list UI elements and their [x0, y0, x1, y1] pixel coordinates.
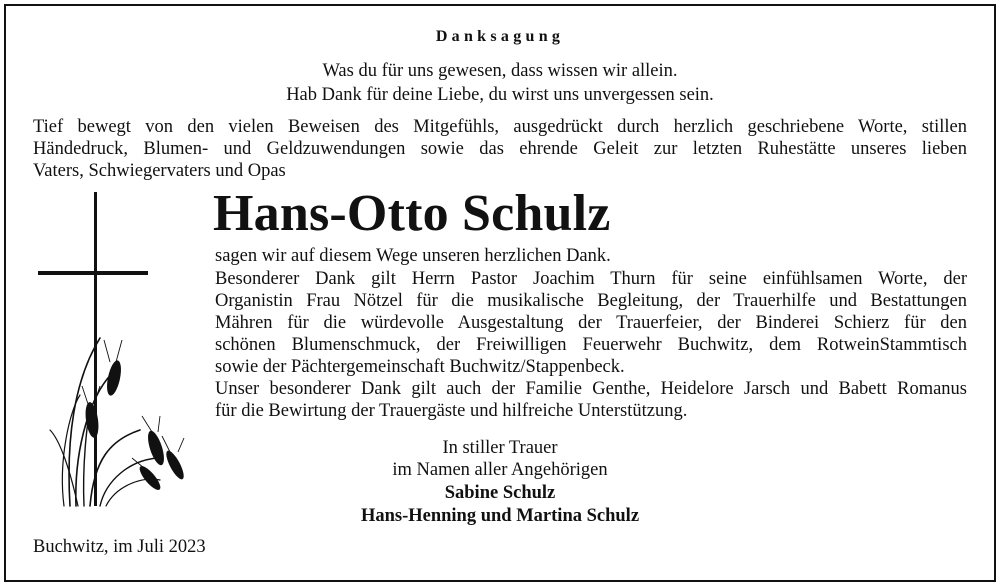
- place-date: Buchwitz, im Juli 2023: [33, 537, 206, 557]
- signature-name-2: Hans-Henning und Martina Schulz: [360, 506, 640, 526]
- body-line-8: für die Bewirtung der Trauergäste und hilfreiche Unterstützung.: [215, 401, 688, 421]
- poem-line-2: Hab Dank für deine Liebe, du wirst uns unvergessen sein.: [286, 85, 714, 105]
- body-line-4: Mähren für die würdevolle Ausgestaltung der Trauerfeier, der Binderei Schierz für den: [215, 313, 967, 333]
- signature-line-2: im Namen aller Angehörigen: [392, 460, 608, 480]
- body-line-6: sowie der Pächtergemeinschaft Buchwitz/Stappenbeck.: [215, 357, 625, 377]
- body-line-2: Besonderer Dank gilt Herrn Pastor Joachim Thurn für seine einfühlsamen Worte, der: [215, 269, 967, 289]
- notice-heading: Danksagung: [435, 28, 565, 45]
- body-line-1: sagen wir auf diesem Wege unseren herzlichen Dank.: [215, 246, 611, 266]
- intro-line-1: Tief bewegt von den vielen Beweisen des Mitgefühls, ausgedrückt durch herzlich geschriebene Worte, stillen: [33, 117, 967, 137]
- cross-with-grain-icon: [30, 190, 200, 510]
- intro-line-3: Vaters, Schwiegervaters und Opas: [33, 161, 286, 181]
- body-line-5: schönen Blumenschmuck, der Freiwilligen Feuerwehr Buchwitz, dem RotweinStammtisch: [215, 335, 967, 355]
- body-line-3: Organistin Frau Nötzel für die musikalische Begleitung, der Trauerhilfe und Bestattungen: [215, 291, 967, 311]
- deceased-name: Hans-Otto Schulz: [213, 185, 611, 242]
- body-line-7: Unser besonderer Dank gilt auch der Familie Genthe, Heidelore Jarsch und Babett Romanus: [215, 379, 967, 399]
- signature-line-1: In stiller Trauer: [442, 438, 558, 458]
- poem-line-1: Was du für uns gewesen, dass wissen wir allein.: [322, 61, 678, 81]
- intro-line-2: Händedruck, Blumen- und Geldzuwendungen sowie das ehrende Geleit zur letzten Ruhestätte unseres lieben: [33, 139, 967, 159]
- signature-name-1: Sabine Schulz: [444, 483, 556, 503]
